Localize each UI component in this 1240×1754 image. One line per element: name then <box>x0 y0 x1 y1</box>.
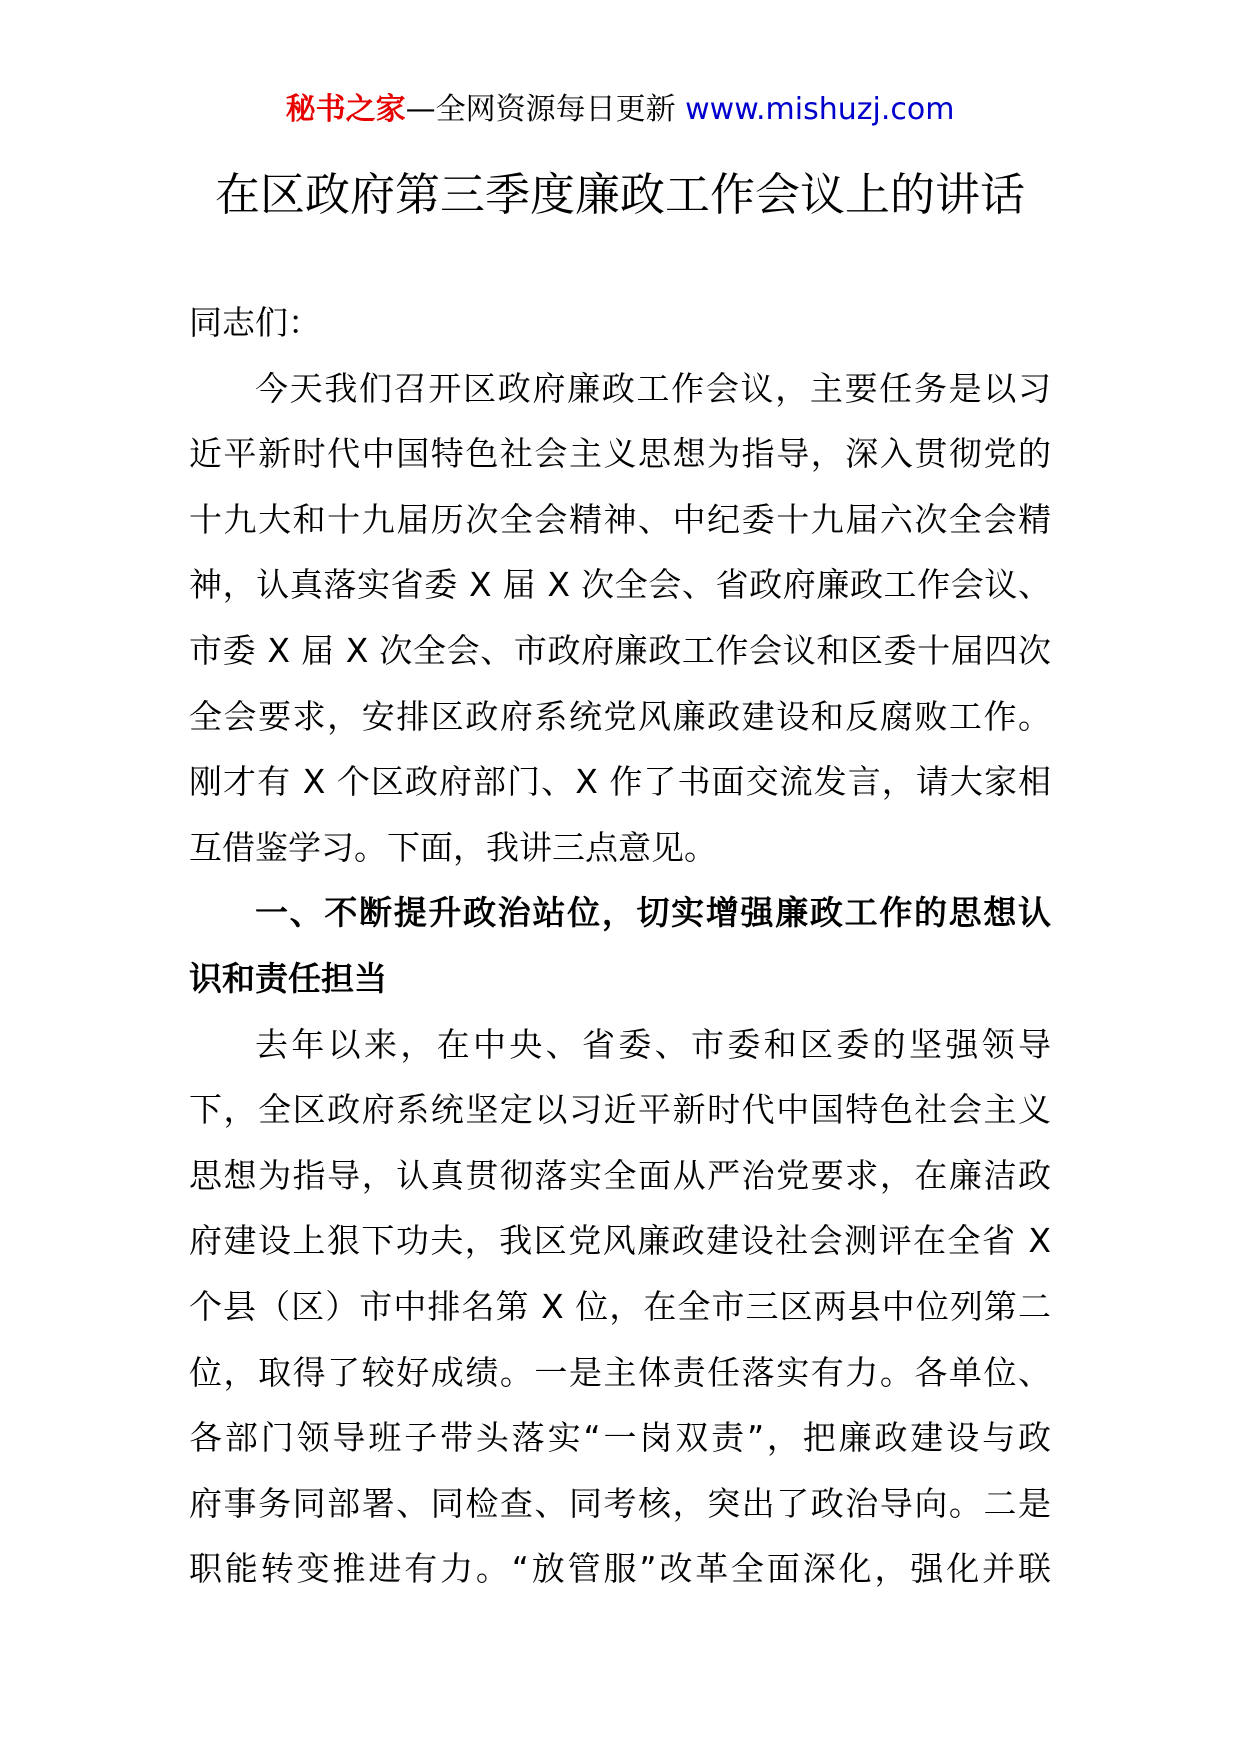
site-url[interactable]: www.mishuzj.com <box>685 92 955 127</box>
paragraph-line: 十九大和十九届历次全会精神、中纪委十九届六次全会精 <box>189 499 1051 539</box>
paragraph-line: 位，取得了较好成绩。一是主体责任落实有力。各单位、 <box>189 1352 1051 1392</box>
paragraph-line: 职能转变推进有力。“放管服”改革全面深化，强化并联 <box>189 1549 1051 1589</box>
header-tagline: —全网资源每日更新 <box>405 92 686 127</box>
section-heading-line: 一、不断提升政治站位，切实增强廉政工作的思想认 <box>255 893 1051 933</box>
paragraph-line: 府建设上狠下功夫，我区党风廉政建设社会测评在全省 X <box>189 1221 1051 1261</box>
watermark-header <box>0 90 1240 130</box>
paragraph-line: 近平新时代中国特色社会主义思想为指导，深入贯彻党的 <box>189 434 1051 474</box>
paragraph-line: 下，全区政府系统坚定以习近平新时代中国特色社会主义 <box>189 1090 1051 1130</box>
paragraph-line: 府事务同部署、同检查、同考核，突出了政治导向。二是 <box>189 1483 1051 1523</box>
paragraph-line: 神，认真落实省委 X 届 X 次全会、省政府廉政工作会议、 <box>189 565 1051 605</box>
paragraph-line: 个县（区）市中排名第 X 位，在全市三区两县中位列第二 <box>189 1286 1051 1326</box>
document-title: 在区政府第三季度廉政工作会议上的讲话 <box>214 168 1025 221</box>
paragraph-line: 去年以来，在中央、省委、市委和区委的坚强领导 <box>255 1024 1051 1064</box>
document-body <box>189 290 1051 1602</box>
paragraph-line: 市委 X 届 X 次全会、市政府廉政工作会议和区委十届四次 <box>189 630 1051 670</box>
paragraph-line: 思想为指导，认真贯彻落实全面从严治党要求，在廉洁政 <box>189 1155 1051 1195</box>
brand-name: 秘书之家 <box>285 92 406 127</box>
paragraph-line: 刚才有 X 个区政府部门、X 作了书面交流发言，请大家相 <box>189 762 1051 802</box>
section-heading-line: 识和责任担当 <box>189 958 387 998</box>
paragraph-line: 各部门领导班子带头落实“一岗双责”，把廉政建设与政 <box>189 1418 1051 1458</box>
paragraph-line: 今天我们召开区政府廉政工作会议，主要任务是以习 <box>255 368 1051 408</box>
paragraph-line: 互借鉴学习。下面，我讲三点意见。 <box>189 827 717 867</box>
paragraph-line: 全会要求，安排区政府系统党风廉政建设和反腐败工作。 <box>189 696 1051 736</box>
salutation: 同志们： <box>189 303 321 342</box>
